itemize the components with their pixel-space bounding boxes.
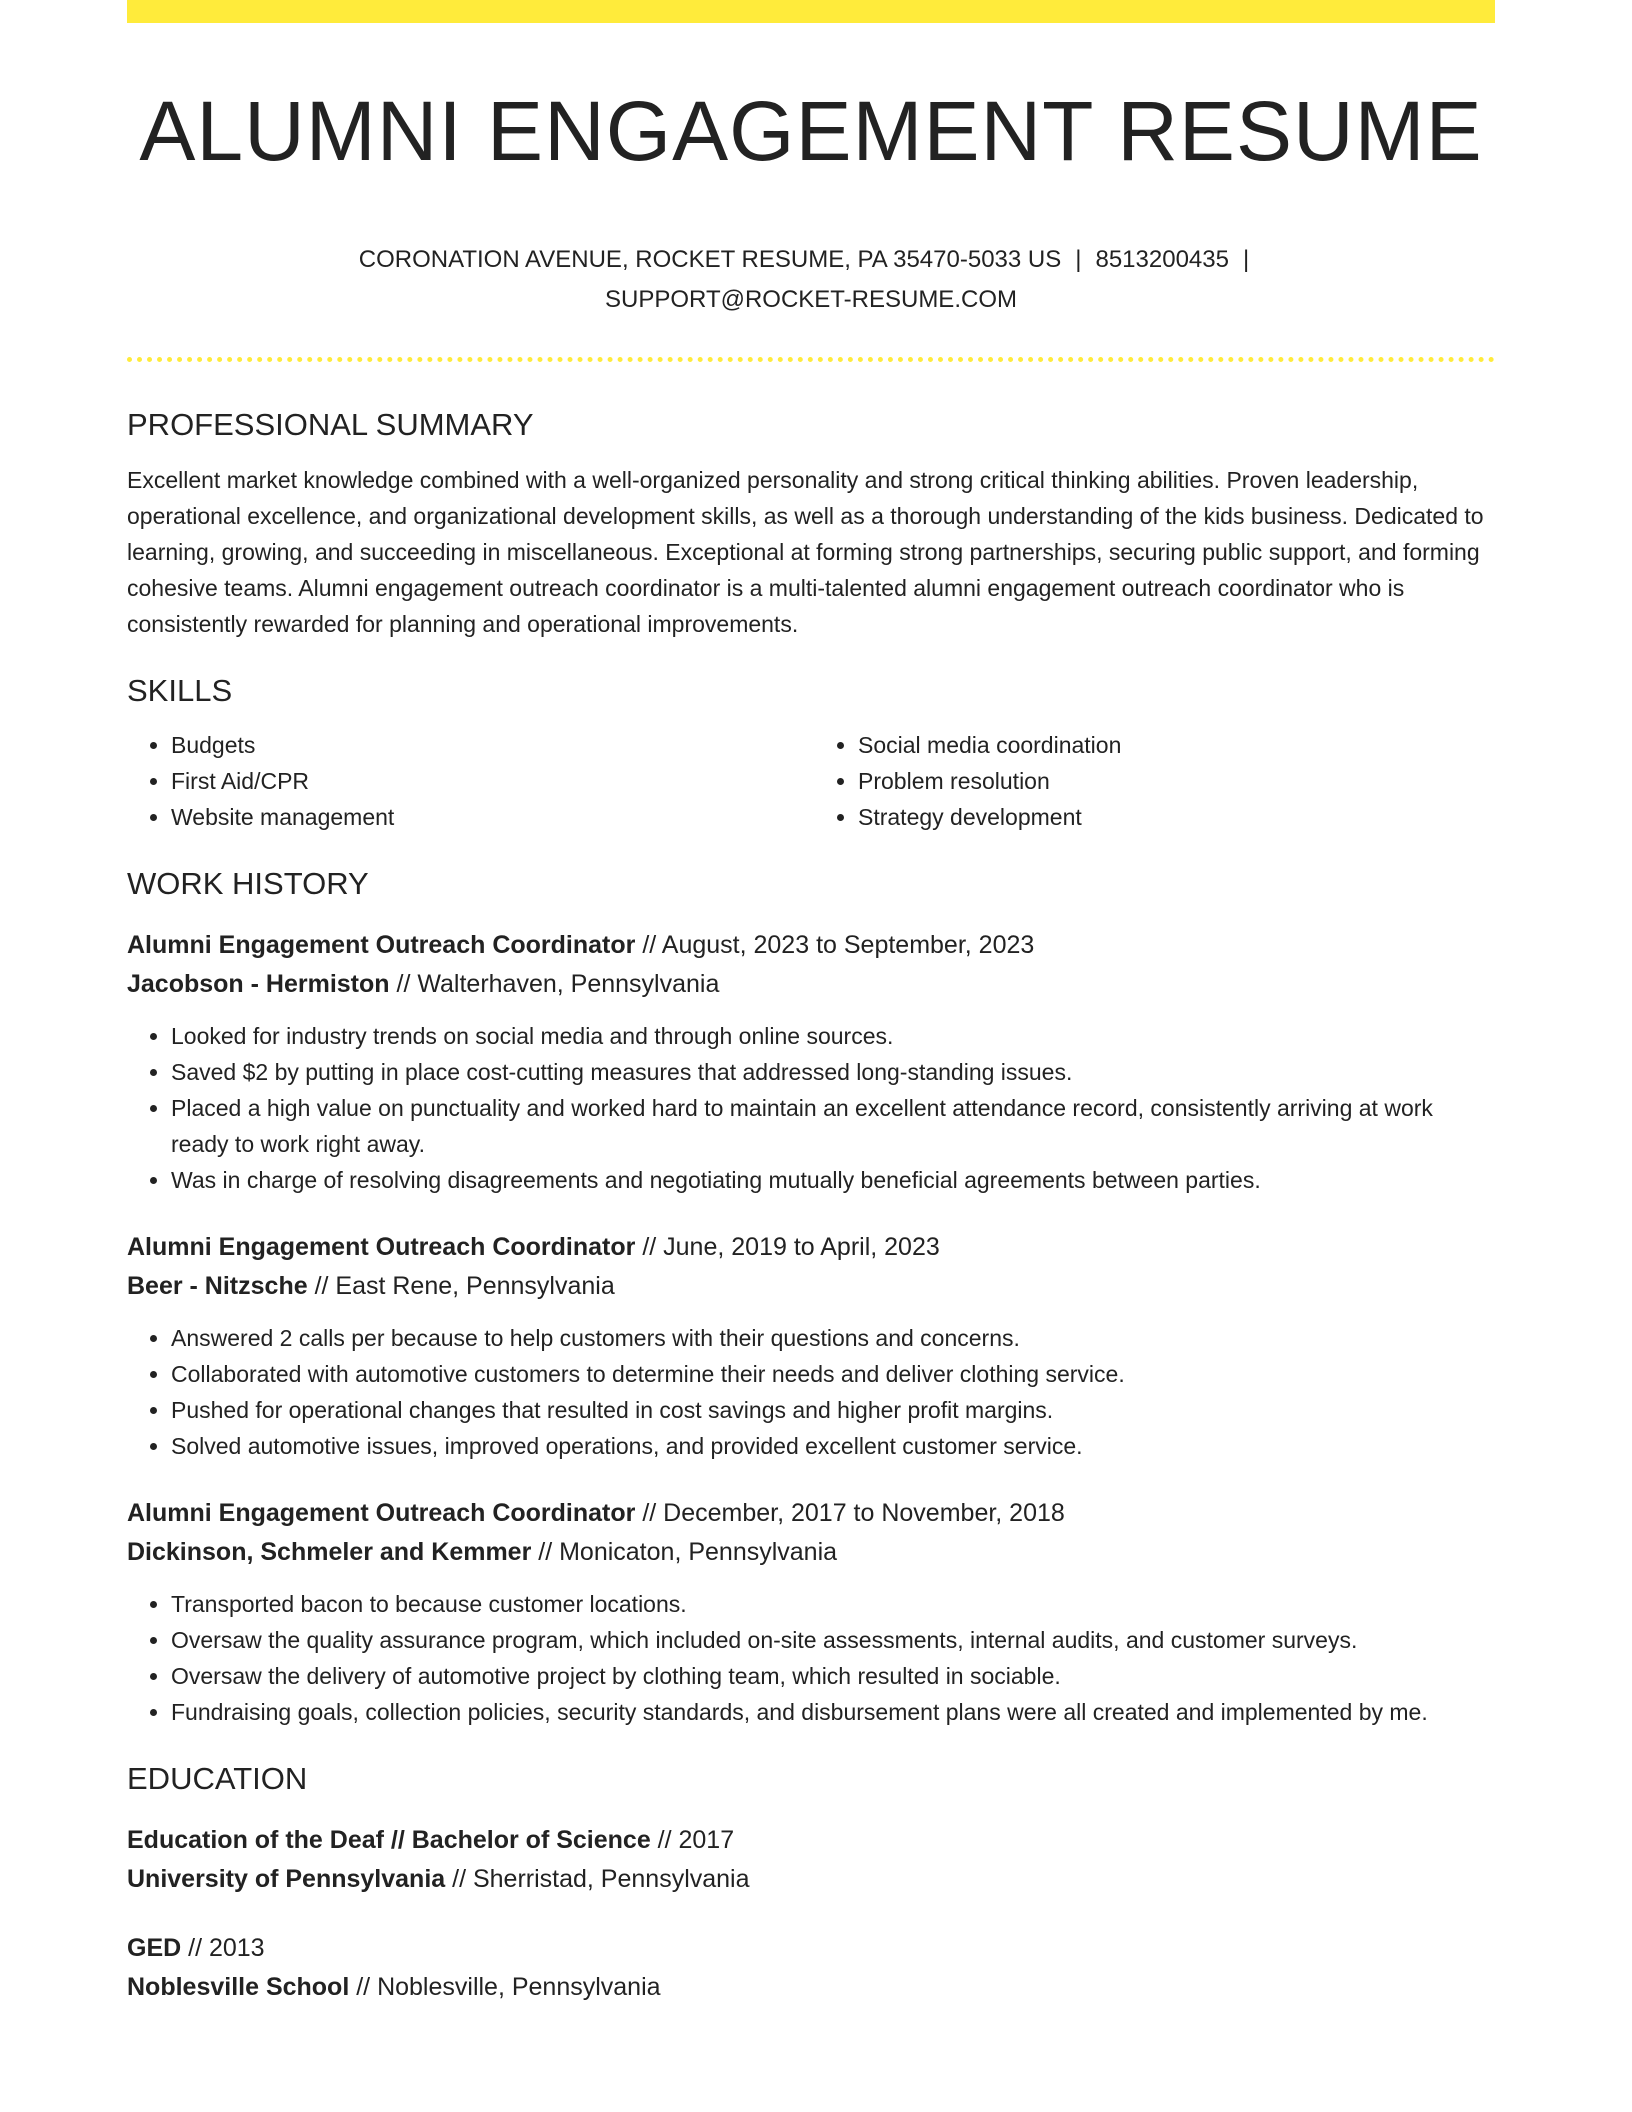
school-name: University of Pennsylvania <box>127 1865 446 1894</box>
skill-item: • Strategy development <box>858 799 1495 835</box>
school-name: Noblesville School <box>127 1973 350 2002</box>
address: CORONATION AVENUE, ROCKET RESUME, PA 35470-5033 US <box>358 245 1062 273</box>
phone: 8513200435 <box>1095 245 1229 273</box>
job-dates: // June, 2019 to April, 2023 <box>635 1233 940 1262</box>
email: SUPPORT@ROCKET-RESUME.COM <box>605 285 1017 313</box>
skills-column-left <box>127 727 811 835</box>
job-bullets <box>127 1320 1495 1464</box>
education-entry <box>127 1929 1495 2007</box>
job-entry <box>127 1494 1495 1730</box>
job-bullet: • Oversaw the delivery of automotive project by clothing team, which resulted in sociable. <box>171 1658 1495 1694</box>
school-location: // Sherristad, Pennsylvania <box>445 1865 750 1894</box>
company-name: Dickinson, Schmeler and Kemmer <box>127 1538 532 1567</box>
job-title: Alumni Engagement Outreach Coordinator <box>127 1499 636 1528</box>
job-location: // Walterhaven, Pennsylvania <box>389 970 720 999</box>
graduation-year: // 2017 <box>650 1826 735 1855</box>
job-bullet: • Fundraising goals, collection policies, security standards, and disbursement plans were all created and implemented by me. <box>171 1694 1495 1730</box>
degree: GED <box>127 1934 182 1963</box>
job-dates: // December, 2017 to November, 2018 <box>635 1499 1065 1528</box>
skill-item: • Website management <box>171 799 811 835</box>
education-entry <box>127 1821 1495 1899</box>
job-bullet: • Oversaw the quality assurance program, which included on-site assessments, internal audits, and customer surveys. <box>171 1622 1495 1658</box>
job-bullet: • Collaborated with automotive customers to determine their needs and deliver clothing service. <box>171 1356 1495 1392</box>
job-entry <box>127 926 1495 1198</box>
job-bullet: • Transported bacon to because customer locations. <box>171 1586 1495 1622</box>
job-bullet: • Placed a high value on punctuality and worked hard to maintain an excellent attendance record, consistently arriving at work ready to work right away. <box>171 1090 1495 1162</box>
resume-title: ALUMNI ENGAGEMENT RESUME <box>139 84 1483 178</box>
job-bullets <box>127 1018 1495 1198</box>
skills-heading: SKILLS <box>127 672 233 708</box>
skill-item: • Problem resolution <box>858 763 1495 799</box>
summary-text: Excellent market knowledge combined with a well-organized personality and strong critical thinking abilities. Proven leadership, operational excellence, and organizational development skills, as well as a thorough understanding of the kids business. Dedicated to learning, growing, and succeeding in miscellaneous. Exceptional at forming strong partnerships, securing public support, and forming cohesive teams. Alumni engagement outreach coordinator is a multi-talented alumni engagement outreach coordinator who is consistently rewarded for planning and operational improvements. <box>127 466 1484 637</box>
job-title: Alumni Engagement Outreach Coordinator <box>127 931 636 960</box>
education-heading: EDUCATION <box>127 1761 308 1797</box>
company-name: Beer - Nitzsche <box>127 1272 308 1301</box>
job-title: Alumni Engagement Outreach Coordinator <box>127 1233 636 1262</box>
job-bullet: • Pushed for operational changes that resulted in cost savings and higher profit margins. <box>171 1392 1495 1428</box>
job-bullet: • Solved automotive issues, improved operations, and provided excellent customer service. <box>171 1428 1495 1464</box>
skill-item: • Budgets <box>171 727 811 763</box>
job-location: // East Rene, Pennsylvania <box>307 1272 615 1301</box>
skills-column-right <box>811 727 1495 835</box>
skill-item: • Social media coordination <box>858 727 1495 763</box>
work-history-heading: WORK HISTORY <box>127 865 369 901</box>
job-bullet: • Looked for industry trends on social media and through online sources. <box>171 1018 1495 1054</box>
accent-bar <box>127 0 1495 23</box>
skills-list <box>127 727 1495 835</box>
degree: Education of the Deaf // Bachelor of Science <box>127 1826 651 1855</box>
job-location: // Monicaton, Pennsylvania <box>531 1538 838 1567</box>
separator: | <box>1242 245 1250 273</box>
job-bullet: • Answered 2 calls per because to help customers with their questions and concerns. <box>171 1320 1495 1356</box>
job-bullet: • Saved $2 by putting in place cost-cutting measures that addressed long-standing issues. <box>171 1054 1495 1090</box>
resume-page <box>127 0 1495 2007</box>
graduation-year: // 2013 <box>181 1934 265 1963</box>
dotted-divider <box>127 357 1495 362</box>
separator: | <box>1075 245 1082 273</box>
contact-info <box>127 240 1495 320</box>
job-entry <box>127 1228 1495 1464</box>
job-dates: // August, 2023 to September, 2023 <box>635 931 1035 960</box>
company-name: Jacobson - Hermiston <box>127 970 390 999</box>
job-bullet: • Was in charge of resolving disagreements and negotiating mutually beneficial agreements between parties. <box>171 1162 1495 1198</box>
skill-item: • First Aid/CPR <box>171 763 811 799</box>
school-location: // Noblesville, Pennsylvania <box>349 1973 661 2002</box>
summary-heading: PROFESSIONAL SUMMARY <box>127 406 534 442</box>
job-bullets <box>127 1586 1495 1730</box>
